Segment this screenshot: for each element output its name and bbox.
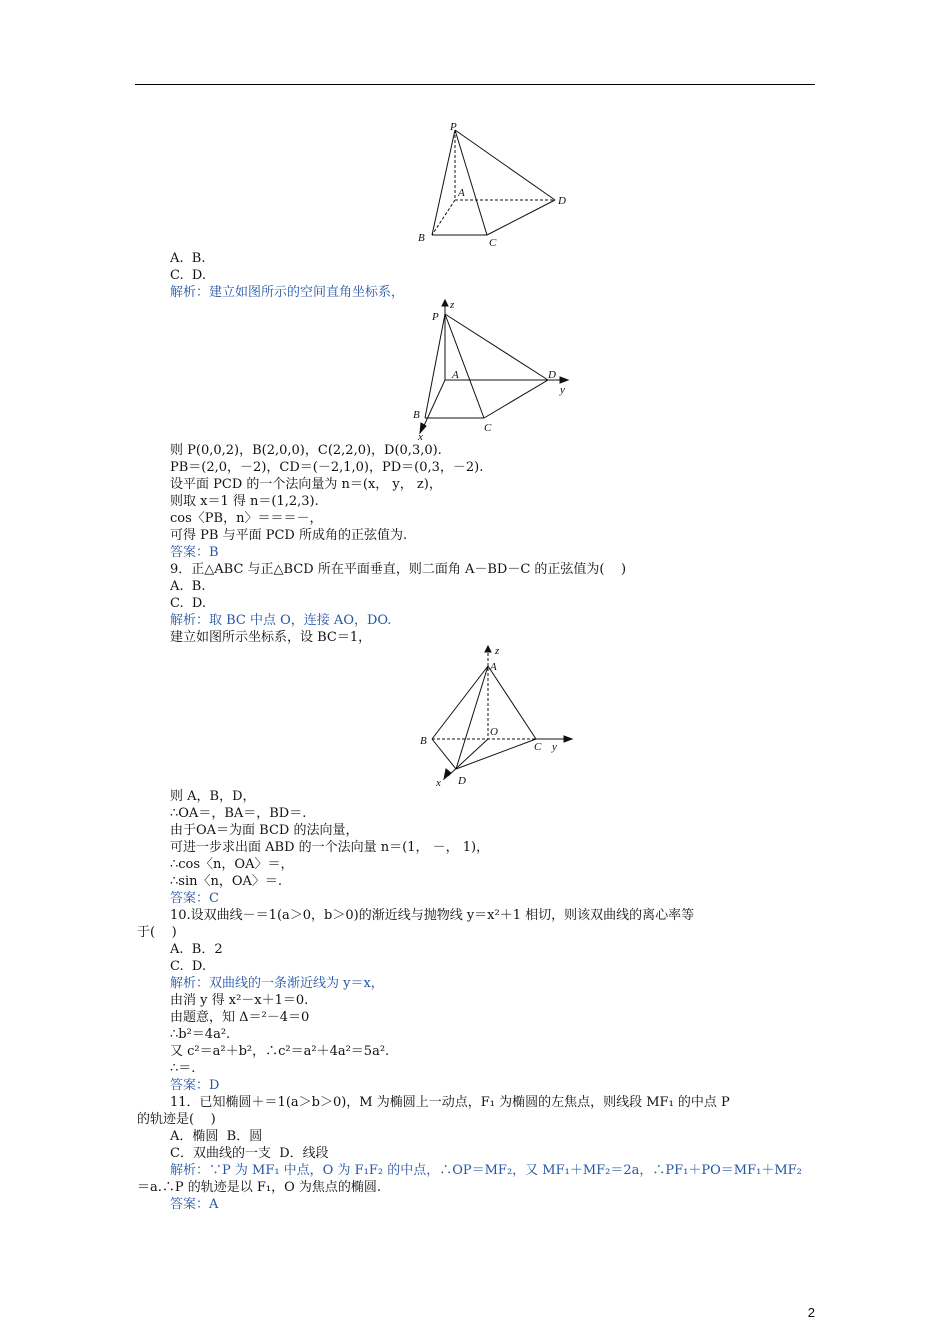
header-rule xyxy=(135,84,815,85)
vertex-p-label: P xyxy=(432,311,439,323)
text-block-1 xyxy=(170,250,820,301)
axis-x-label: x xyxy=(418,431,423,443)
text-line: ∴cos〈n，OA〉＝， xyxy=(170,857,294,872)
axis-z-label: z xyxy=(450,299,455,311)
vertex-a-label: A xyxy=(490,661,497,673)
vertex-b-label: B xyxy=(418,232,425,244)
option-line: C. D. xyxy=(170,596,206,611)
text-block-3 xyxy=(137,788,820,1213)
axis-y-label: y xyxy=(552,741,557,753)
option-line: A. B. xyxy=(170,579,206,594)
option-line: C. D. xyxy=(170,268,206,283)
option-line: C．双曲线的一支 D．线段 xyxy=(170,1146,329,1161)
text-line: 则 A，B，D， xyxy=(170,789,256,804)
vertex-d-label: D xyxy=(458,775,466,787)
text-line: 则取 x＝1 得 n＝(1,2,3). xyxy=(170,494,319,509)
option-line: A．椭圆 B．圆 xyxy=(170,1129,263,1144)
vertex-d-label: D xyxy=(548,369,556,381)
question-line: 11．已知椭圆＋＝1(a＞b＞0)，M 为椭圆上一动点，F₁ 为椭圆的左焦点，则线段 MF₁ 的中点 P xyxy=(170,1095,730,1110)
vertex-a-label: A xyxy=(452,369,459,381)
axis-x-label: x xyxy=(436,777,441,789)
text-line: 设平面 PCD 的一个法向量为 n＝(x， y， z)， xyxy=(170,477,442,492)
text-line: ＝a.∴P 的轨迹是以 F₁，O 为焦点的椭圆. xyxy=(137,1180,382,1195)
text-line: ∴OA＝，BA＝，BD＝. xyxy=(170,806,307,821)
answer-line: 答案：B xyxy=(170,545,219,560)
option-line: A. B. xyxy=(170,251,206,266)
text-line: 由题意，知 Δ＝²－4＝0 xyxy=(170,1010,310,1025)
axis-z-label: z xyxy=(495,645,500,657)
origin-o-label: O xyxy=(490,726,498,738)
question-line: 9．正△ABC 与正△BCD 所在平面垂直，则二面角 A－BD－C 的正弦值为( ) xyxy=(170,562,627,577)
text-line: ∴b²＝4a². xyxy=(170,1027,231,1042)
solution-heading: 解析：建立如图所示的空间直角坐标系， xyxy=(170,285,405,300)
vertex-d-label: D xyxy=(558,195,566,207)
vertex-c-label: C xyxy=(489,237,497,249)
question-line: 于( ) xyxy=(137,925,177,940)
answer-line: 答案：D xyxy=(170,1078,220,1093)
text-line: 由于OA＝为面 BCD 的法向量， xyxy=(170,823,359,838)
answer-line: 答案：C xyxy=(170,891,219,906)
vertex-b-label: B xyxy=(420,735,427,747)
vertex-c-label: C xyxy=(484,422,492,434)
question-line: 10.设双曲线－＝1(a＞0，b＞0)的渐近线与抛物线 y＝x²＋1 相切，则该双曲线的离心率等 xyxy=(170,908,695,923)
vertex-p-label: P xyxy=(450,121,457,133)
vertex-a-label: A xyxy=(458,187,465,199)
axis-y-label: y xyxy=(560,384,565,396)
answer-line: 答案：A xyxy=(170,1197,219,1212)
pyramid-figure-1 xyxy=(410,120,580,250)
text-line: cos〈PB，n〉＝＝＝－， xyxy=(170,511,323,526)
solution-line: 解析：∵P 为 MF₁ 中点，O 为 F₁F₂ 的中点，∴OP＝MF₂，又 MF₁＋MF₂＝2a，∴PF₁＋PO＝MF₁＋MF₂ xyxy=(170,1163,802,1178)
text-line: 建立如图所示坐标系，设 BC＝1， xyxy=(170,630,372,645)
text-line: ∴＝. xyxy=(170,1061,196,1076)
text-line: 则 P(0,0,2)，B(2,0,0)，C(2,2,0)，D(0,3,0). xyxy=(170,443,442,458)
tetrahedron-figure xyxy=(418,644,588,789)
solution-line: 解析：取 BC 中点 O，连接 AO，DO. xyxy=(170,613,392,628)
page-number: 2 xyxy=(807,1305,815,1320)
text-line: 由消 y 得 x²－x＋1＝0. xyxy=(170,993,309,1008)
text-line: 可得 PB 与平面 PCD 所成角的正弦值为. xyxy=(170,528,408,543)
question-line: 的轨迹是( ) xyxy=(137,1112,216,1127)
option-line: C. D. xyxy=(170,959,206,974)
text-block-2 xyxy=(170,442,820,646)
pyramid-figure-2 xyxy=(408,298,578,443)
vertex-b-label: B xyxy=(413,409,420,421)
option-line: A. B．2 xyxy=(170,942,223,957)
text-line: 可进一步求出面 ABD 的一个法向量 n＝(1， －， 1)， xyxy=(170,840,490,855)
text-line: PB＝(2,0，－2)，CD＝(－2,1,0)，PD＝(0,3，－2). xyxy=(170,460,484,475)
text-line: ∴sin〈n，OA〉＝. xyxy=(170,874,283,889)
vertex-c-label: C xyxy=(534,741,542,753)
solution-line: 解析：双曲线的一条渐近线为 y＝x， xyxy=(170,976,384,991)
text-line: 又 c²＝a²＋b²，∴c²＝a²＋4a²＝5a². xyxy=(170,1044,390,1059)
